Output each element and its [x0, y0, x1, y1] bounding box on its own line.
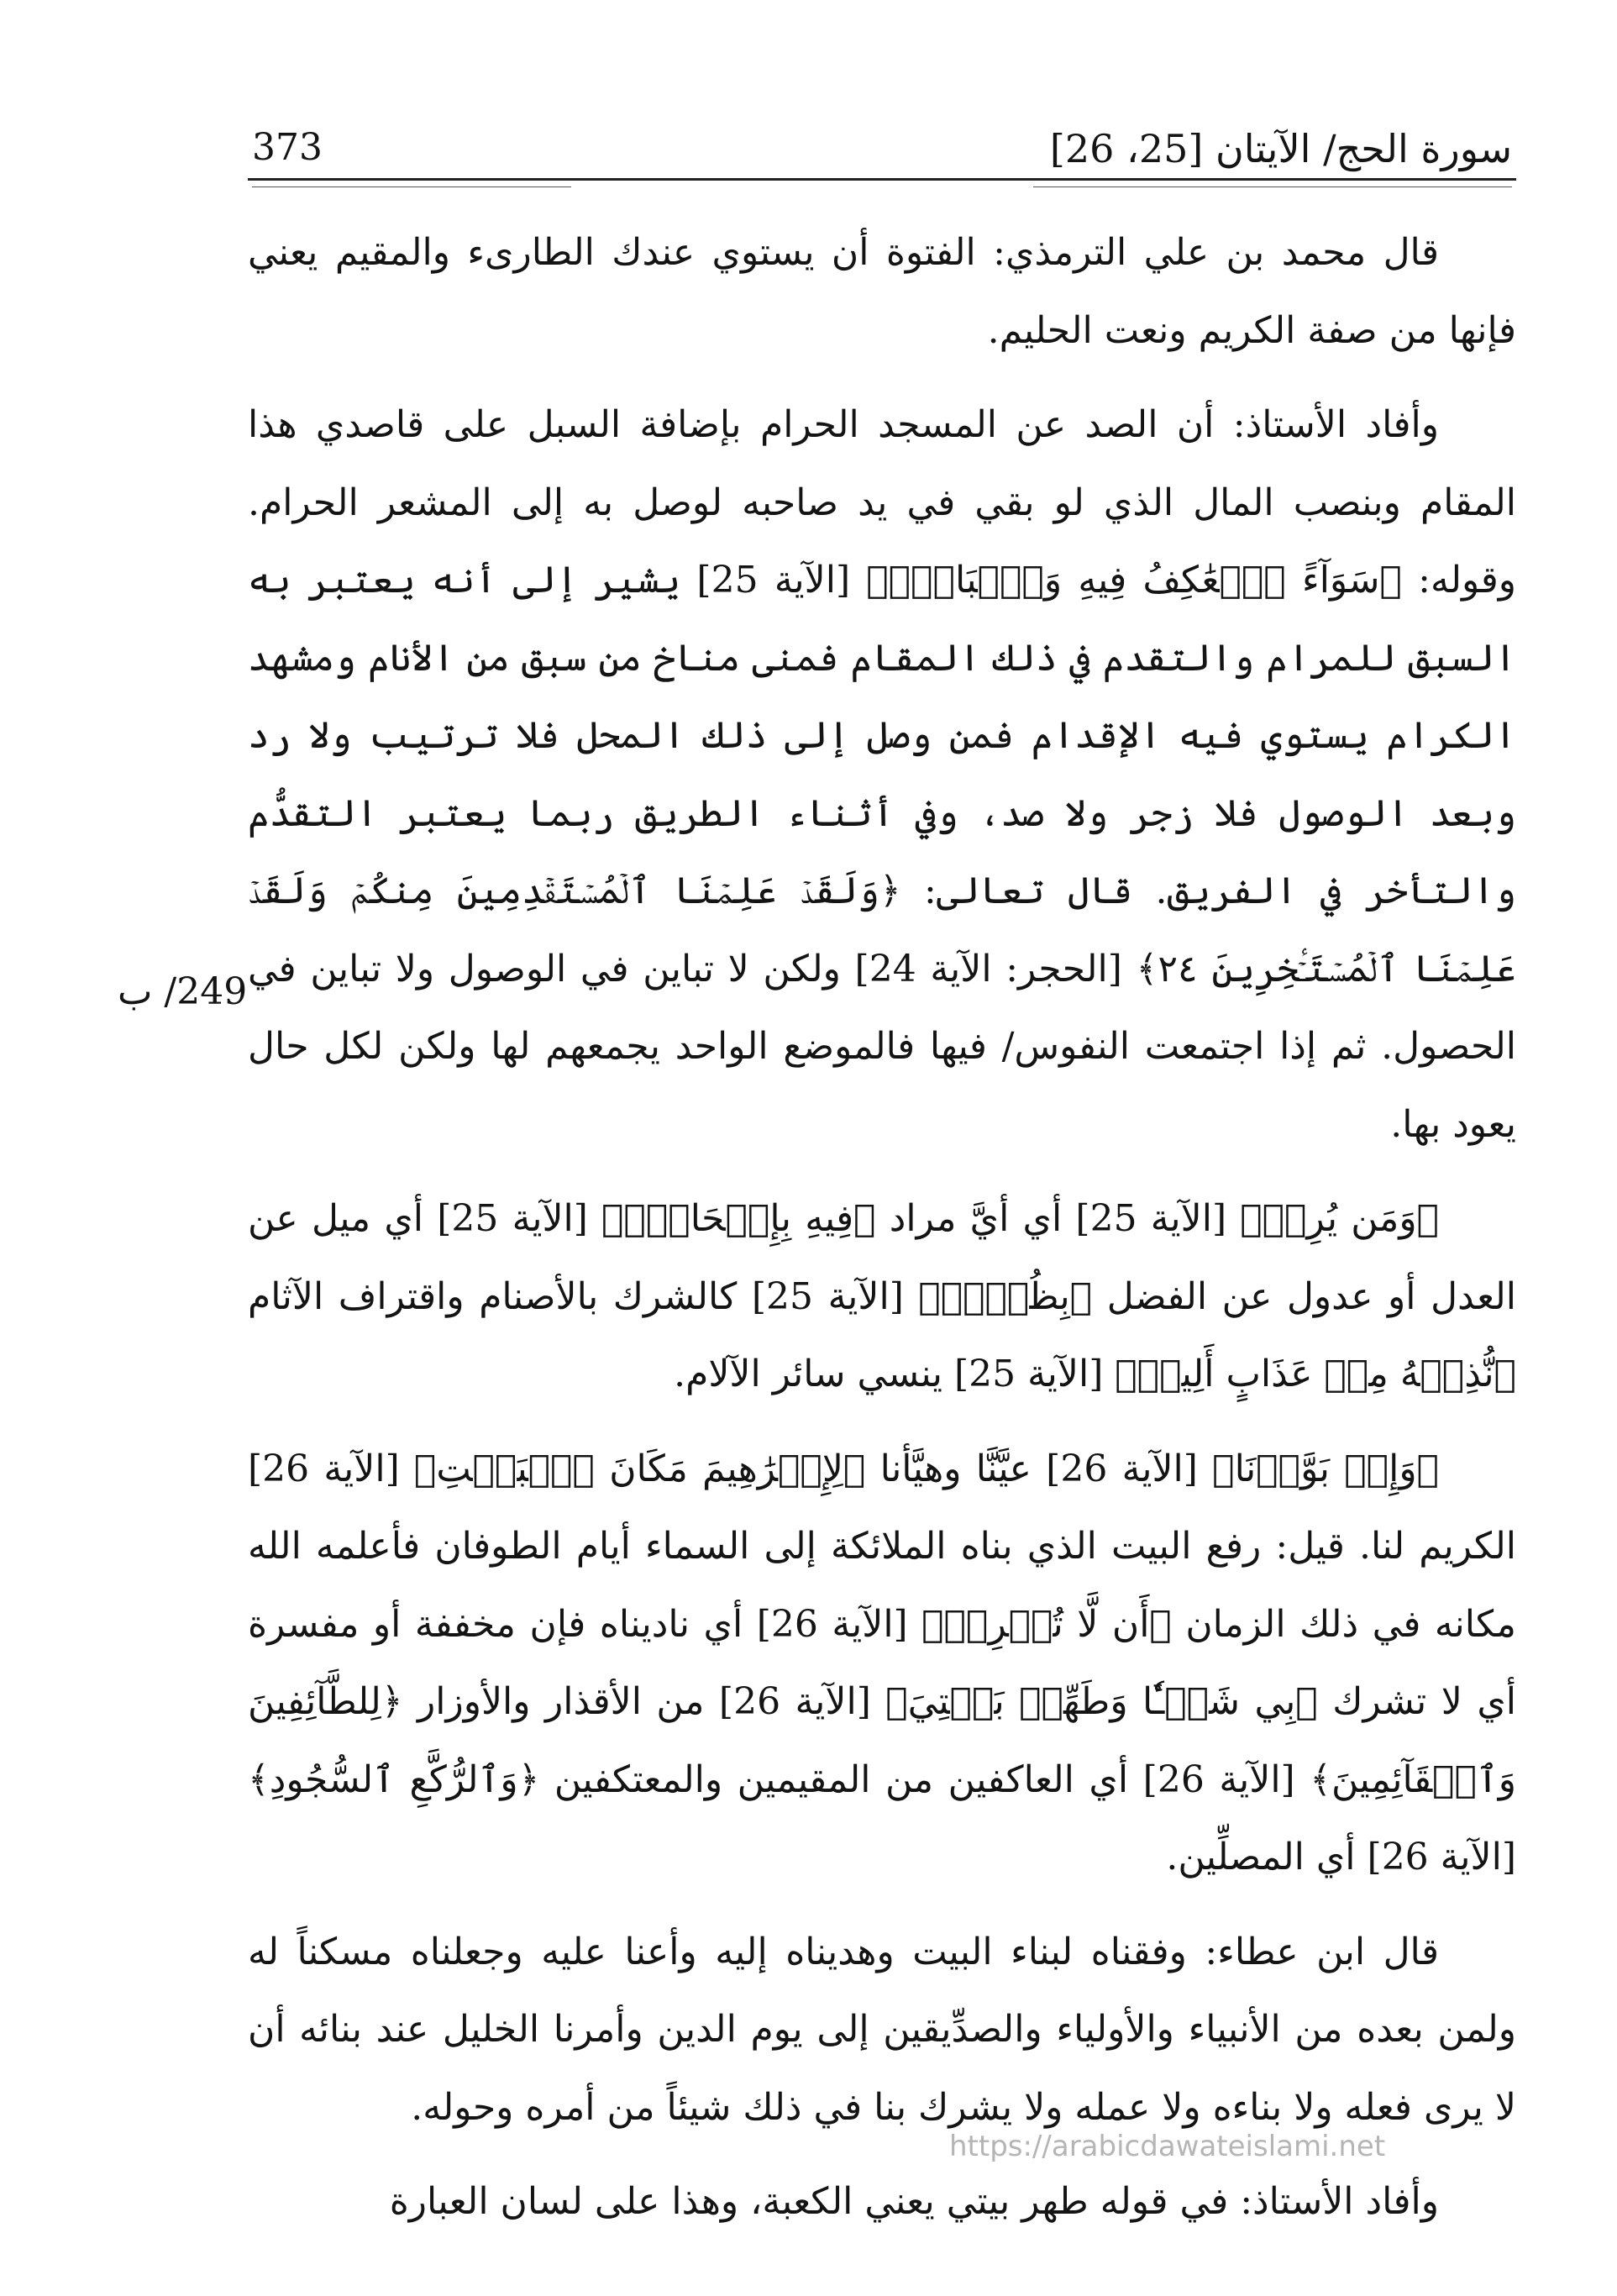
paragraph-ibn-ata: قال ابن عطاء: وفقناه لبناء البيت وهديناه إليه وأعنا عليه وجعلناه مسكناً له ولمن بعده من الأنبياء والأولياء والصدِّيقين إلى يوم الدين وأمرنا الخليل عند بنائه أن لا يرى فعله ولا بناءه ولا عمله ولا يشرك بنا في ذلك شيئاً من أمره وحوله.: [248, 1930, 1516, 2129]
header-rule: [248, 178, 1516, 181]
paragraph-ustadh-1: وأفاد الأستاذ: أن الصد عن المسجد الحرام بإضافة السبل على قاصدي هذا المقام وبنصب المال الذي لو بقي في يد صاحبه لوصل به إلى المشعر الحرام. وقوله: ﴿سَوَآءً ٱلۡعَٰكِفُ فِيهِ وَٱلۡبَادِۚ﴾ [الآية 25] يشير إلى أنه يعتبر به السبق للمرام والتقدم في ذلك المقام فمنى مناخ من سبق من الأنام ومشهد الكرام يستوي فيه الإقدام فمن وصل إلى ذلك المحل فلا ترتيب ولا رد وبعد الوصول فلا زجر ولا صد، وفي أثناء الطريق ربما يعتبر التقدُّم والتأخر في الفريق. قال تعالى: ﴿وَلَقَدۡ عَلِمۡنَا ٱلۡمُسۡتَقۡدِمِينَ مِنكُمۡ وَلَقَدۡ عَلِمۡنَا ٱلۡمُسۡتَـٔۡخِرِينَ ٢٤﴾ [الحجر: الآية 24] ولكن لا تباين في الوصول ولا تباين في الحصول. ثم إذا اجتمعت النفوس/ فيها فالموضع الواحد يجمعهم لها ولكن لكل حال يعود بها.: [248, 403, 1516, 1146]
page-body: [248, 214, 1516, 2258]
manuscript-folio-note: 249/ ب: [118, 970, 248, 1013]
paragraph-verse-25: ﴿وَمَن يُرِدۡ﴾ [الآية 25] أي أيَّ مراد ﴿فِيهِ بِإِلۡحَادِۭ﴾ [الآية 25] أي ميل عن العدل أو عدول عن الفضل ﴿بِظُلۡمٖ﴾ [الآية 25] كالشرك بالأصنام واقتراف الآثام ﴿نُّذِقۡهُ مِنۡ عَذَابٍ أَلِيمٖ﴾ [الآية 25] ينسي سائر الآلام.: [248, 1197, 1516, 1395]
paragraph-ustadh-2: وأفاد الأستاذ: في قوله طهر بيتي يعني الكعبة، وهذا على لسان العبارة: [389, 2180, 1439, 2223]
paragraph-tirmidhi: قال محمد بن علي الترمذي: الفتوة أن يستوي عندك الطارىء والمقيم يعني فإنها من صفة الكريم ونعت الحليم.: [248, 231, 1516, 352]
watermark-url: https://arabicdawateislami.net: [949, 2130, 1386, 2163]
surah-title: سورة الحج/ الآيتان [25، 26]: [1049, 126, 1512, 171]
paragraph-verse-26: ﴿وَإِذۡ بَوَّأۡنَا﴾ [الآية 26] عيَّنَّا وهيَّأنا ﴿لِإِبۡرَٰهِيمَ مَكَانَ ٱلۡبَيۡتِ﴾ [الآية 26] الكريم لنا. قيل: رفع البيت الذي بناه الملائكة إلى السماء أيام الطوفان فأعلمه الله مكانه في ذلك الزمان ﴿أَن لَّا تُشۡرِكۡ﴾ [الآية 26] أي ناديناه فإن مخففة أو مفسرة أي لا تشرك ﴿بِي شَيۡـٔٗا وَطَهِّرۡ بَيۡتِيَ﴾ [الآية 26] من الأقذار والأوزار ﴿لِلطَّآئِفِينَ وَٱلۡقَآئِمِينَ﴾ [الآية 26] أي العاكفين من المقيمين والمعتكفين ﴿وَٱلرُّكَّعِ ٱلسُّجُودِ﴾ [الآية 26] أي المصلِّين.: [248, 1447, 1517, 1878]
page-header: [252, 126, 1512, 170]
page-number: 373: [252, 126, 323, 169]
